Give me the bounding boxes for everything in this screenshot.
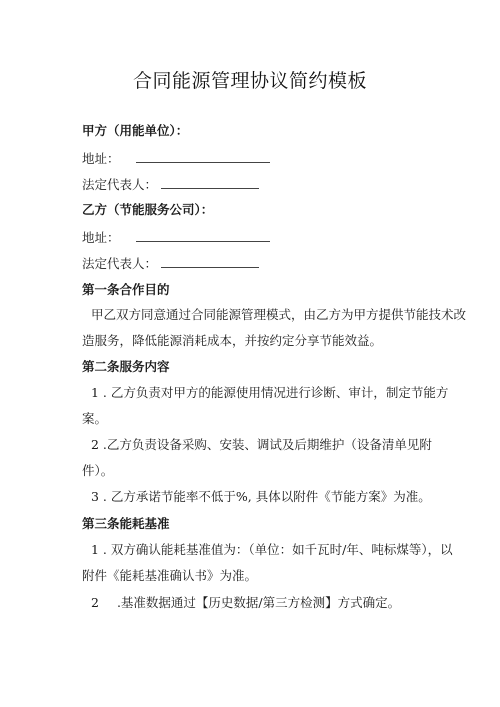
party-a-rep-label: 法定代表人： (82, 177, 158, 192)
article1-line1: 甲乙双方同意通过合同能源管理模式，由乙方为甲方提供节能技术改 (91, 307, 467, 322)
party-a-heading: 甲方（用能单位）： (82, 123, 189, 138)
article3-item1-line2: 附件《能耗基准确认书》为准。 (82, 568, 258, 583)
article2-heading: 第二条服务内容 (82, 359, 170, 374)
article2-item2-line1: 2 .乙方负责设备采购、安装、调试及后期维护（设备清单见附 (91, 437, 432, 452)
article3-item1-line1: 1 . 双方确认能耗基准值为：（单位：如千瓦时/年、吨标煤等），以 (91, 542, 453, 557)
party-a-address-field[interactable] (136, 150, 270, 163)
party-a-address-label: 地址： (82, 151, 120, 166)
article1-heading: 第一条合作目的 (82, 282, 170, 297)
party-b-address-field[interactable] (136, 229, 270, 242)
article3-heading: 第三条能耗基准 (82, 516, 170, 531)
article2-item1-line2: 案。 (82, 411, 108, 426)
article3-item2-number: 2 (91, 595, 99, 610)
article1-line2: 造服务，降低能源消耗成本，并按约定分享节能效益。 (82, 333, 383, 348)
article2-item2-line2: 件）。 (82, 463, 114, 478)
party-b-rep-row (82, 255, 259, 273)
party-b-rep-field[interactable] (161, 255, 259, 268)
party-b-heading: 乙方（节能服务公司）： (82, 202, 214, 217)
article2-item3: 3 . 乙方承诺节能率不低于%, 具体以附件《节能方案》为准。 (91, 489, 431, 504)
article3-item2-text: .基准数据通过【历史数据/第三方检测】方式确定。 (116, 595, 401, 610)
party-b-rep-label: 法定代表人： (82, 256, 158, 271)
article3-item2-row (91, 594, 400, 612)
party-a-rep-row (82, 176, 259, 194)
document-title: 合同能源管理协议简约模板 (132, 70, 367, 92)
article2-item1-line1: 1 . 乙方负责对甲方的能源使用情况进行诊断、审计，制定节能方 (91, 385, 449, 400)
party-b-address-row (82, 229, 270, 247)
party-b-address-label: 地址： (82, 230, 120, 245)
party-a-rep-field[interactable] (161, 176, 259, 189)
party-a-address-row (82, 150, 270, 168)
